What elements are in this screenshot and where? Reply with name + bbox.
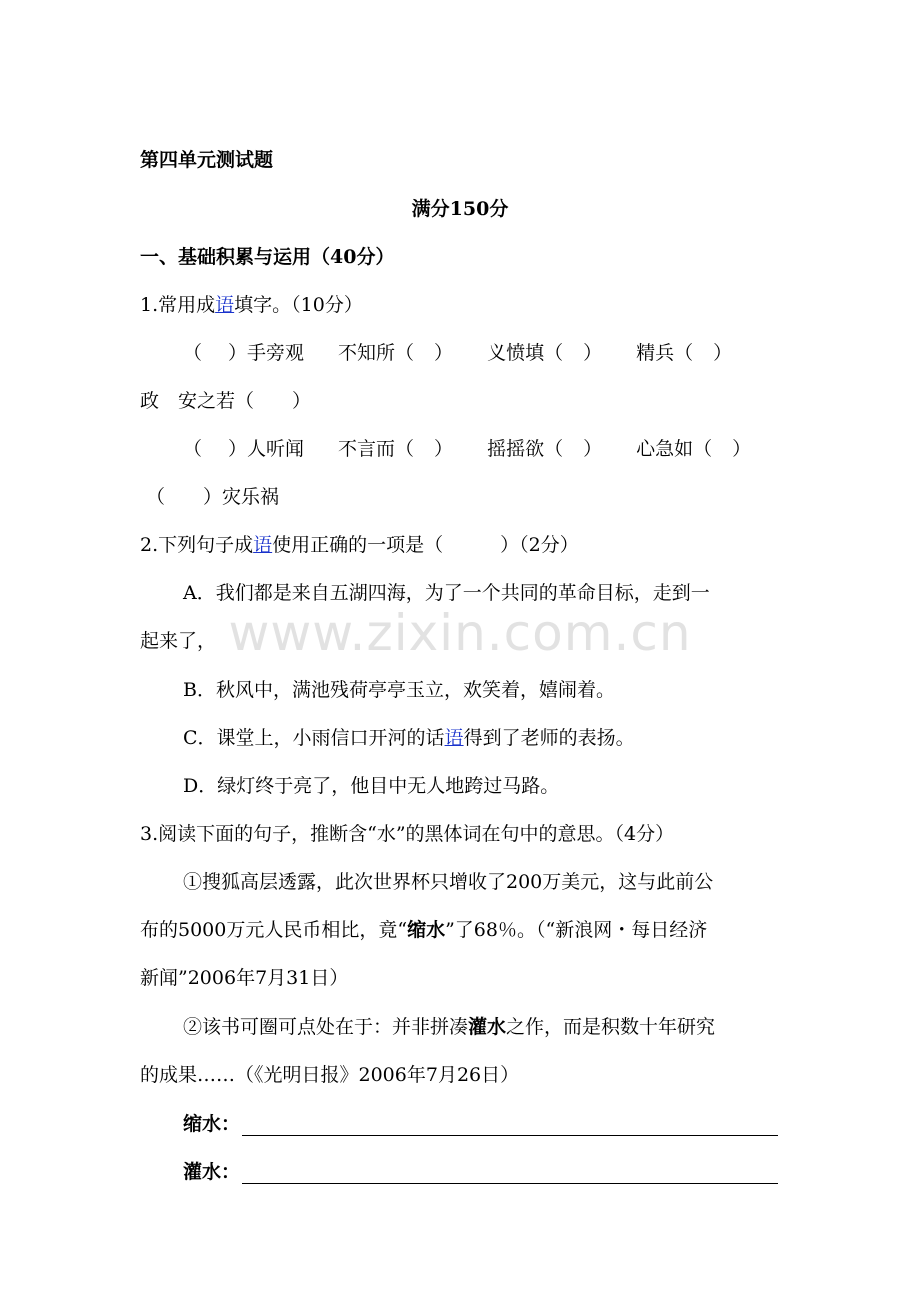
answer-row-suoshui: [183, 1112, 778, 1136]
q3-sentence-1-line-1: ①搜狐高层透露，此次世界杯只增收了200万美元，这与此前公: [183, 871, 714, 893]
q1-row-2-wrap: （ ）灾乐祸: [146, 486, 280, 508]
s2-text-start: ②该书可圈可点处在于：并非拼凑: [183, 1016, 469, 1038]
option-c-start: C．课堂上，小雨信口开河的话: [183, 727, 445, 749]
section-heading: 一、基础积累与运用（40分）: [140, 246, 395, 268]
q3-sentence-1-line-3: 新闻”2006年7月31日）: [140, 967, 349, 989]
answer-blank[interactable]: [242, 1115, 778, 1136]
option-a-line-1: A．我们都是来自五湖四海，为了一个共同的革命目标，走到一: [183, 582, 710, 604]
blank-close: ）: [583, 438, 603, 460]
blank-open: （: [183, 438, 203, 460]
s1-text-end: ”了68％。（“新浪网・每日经济: [445, 919, 708, 941]
q2-stem-start: 2.下列句子成: [140, 534, 254, 556]
blank-close: ）: [434, 342, 454, 364]
idiom-item: 心急如（: [636, 438, 713, 460]
answer-label: 灌水：: [183, 1161, 241, 1183]
s1-text-start: 布的5000万元人民币相比，竟“: [140, 919, 408, 941]
q1-stem-start: 1.常用成: [140, 294, 216, 316]
question-3-stem: 3.阅读下面的句子，推断含“水”的黑体词在句中的意思。（4分）: [140, 823, 675, 845]
bold-term-guanshui: 灌水: [468, 1016, 507, 1038]
option-a-line-2: 起来了，: [140, 630, 217, 652]
blank-close: ）: [583, 342, 603, 364]
full-score: 满分150分: [411, 198, 509, 220]
idiom-item: 义愤填（: [487, 342, 564, 364]
q3-sentence-2-line-2: 的成果……（《光明日报》2006年7月26日）: [140, 1064, 520, 1086]
q3-sentence-2-line-1: [183, 1015, 715, 1039]
q1-row-2: [183, 437, 751, 461]
idiom-item: 不知所（: [338, 342, 415, 364]
idiom-item: ）人听闻: [228, 438, 305, 460]
answer-blank[interactable]: [242, 1163, 778, 1184]
answer-row-guanshui: [183, 1160, 778, 1184]
blank-open: （: [183, 342, 203, 364]
q1-row-1-wrap: 政 安之若（ ）: [140, 390, 312, 412]
question-1-stem: [140, 293, 363, 317]
q1-row-1: [183, 341, 732, 365]
option-c-end: 得到了老师的表扬。: [463, 727, 635, 749]
blank-close: ）: [732, 438, 752, 460]
option-d: D．绿灯终于亮了，他目中无人地跨过马路。: [183, 775, 560, 797]
idiom-item: 摇摇欲（: [487, 438, 564, 460]
blank-close: ）: [713, 342, 733, 364]
question-2-stem: [140, 533, 579, 557]
idiom-item: ）手旁观: [228, 342, 305, 364]
option-c: [183, 726, 635, 750]
page-title: 第四单元测试题: [140, 149, 274, 171]
q3-sentence-1-line-2: [140, 918, 707, 942]
blank-close: ）: [434, 438, 454, 460]
answer-label: 缩水：: [183, 1113, 241, 1135]
option-c-link[interactable]: 语: [444, 727, 464, 749]
idiom-item: 精兵（: [636, 342, 694, 364]
watermark: www.zixin.com.cn: [228, 604, 692, 662]
q1-stem-end: 填字。（10分）: [234, 294, 363, 316]
idiom-item: 不言而（: [338, 438, 415, 460]
s2-text-end: 之作，而是积数十年研究: [506, 1016, 716, 1038]
q2-link[interactable]: 语: [253, 534, 273, 556]
bold-term-suoshui: 缩水: [407, 919, 446, 941]
q2-stem-end: 使用正确的一项是（ ）（2分）: [272, 534, 579, 556]
q1-link[interactable]: 语: [215, 294, 235, 316]
option-b: B．秋风中，满池残荷亭亭玉立，欢笑着，嬉闹着。: [183, 679, 615, 701]
